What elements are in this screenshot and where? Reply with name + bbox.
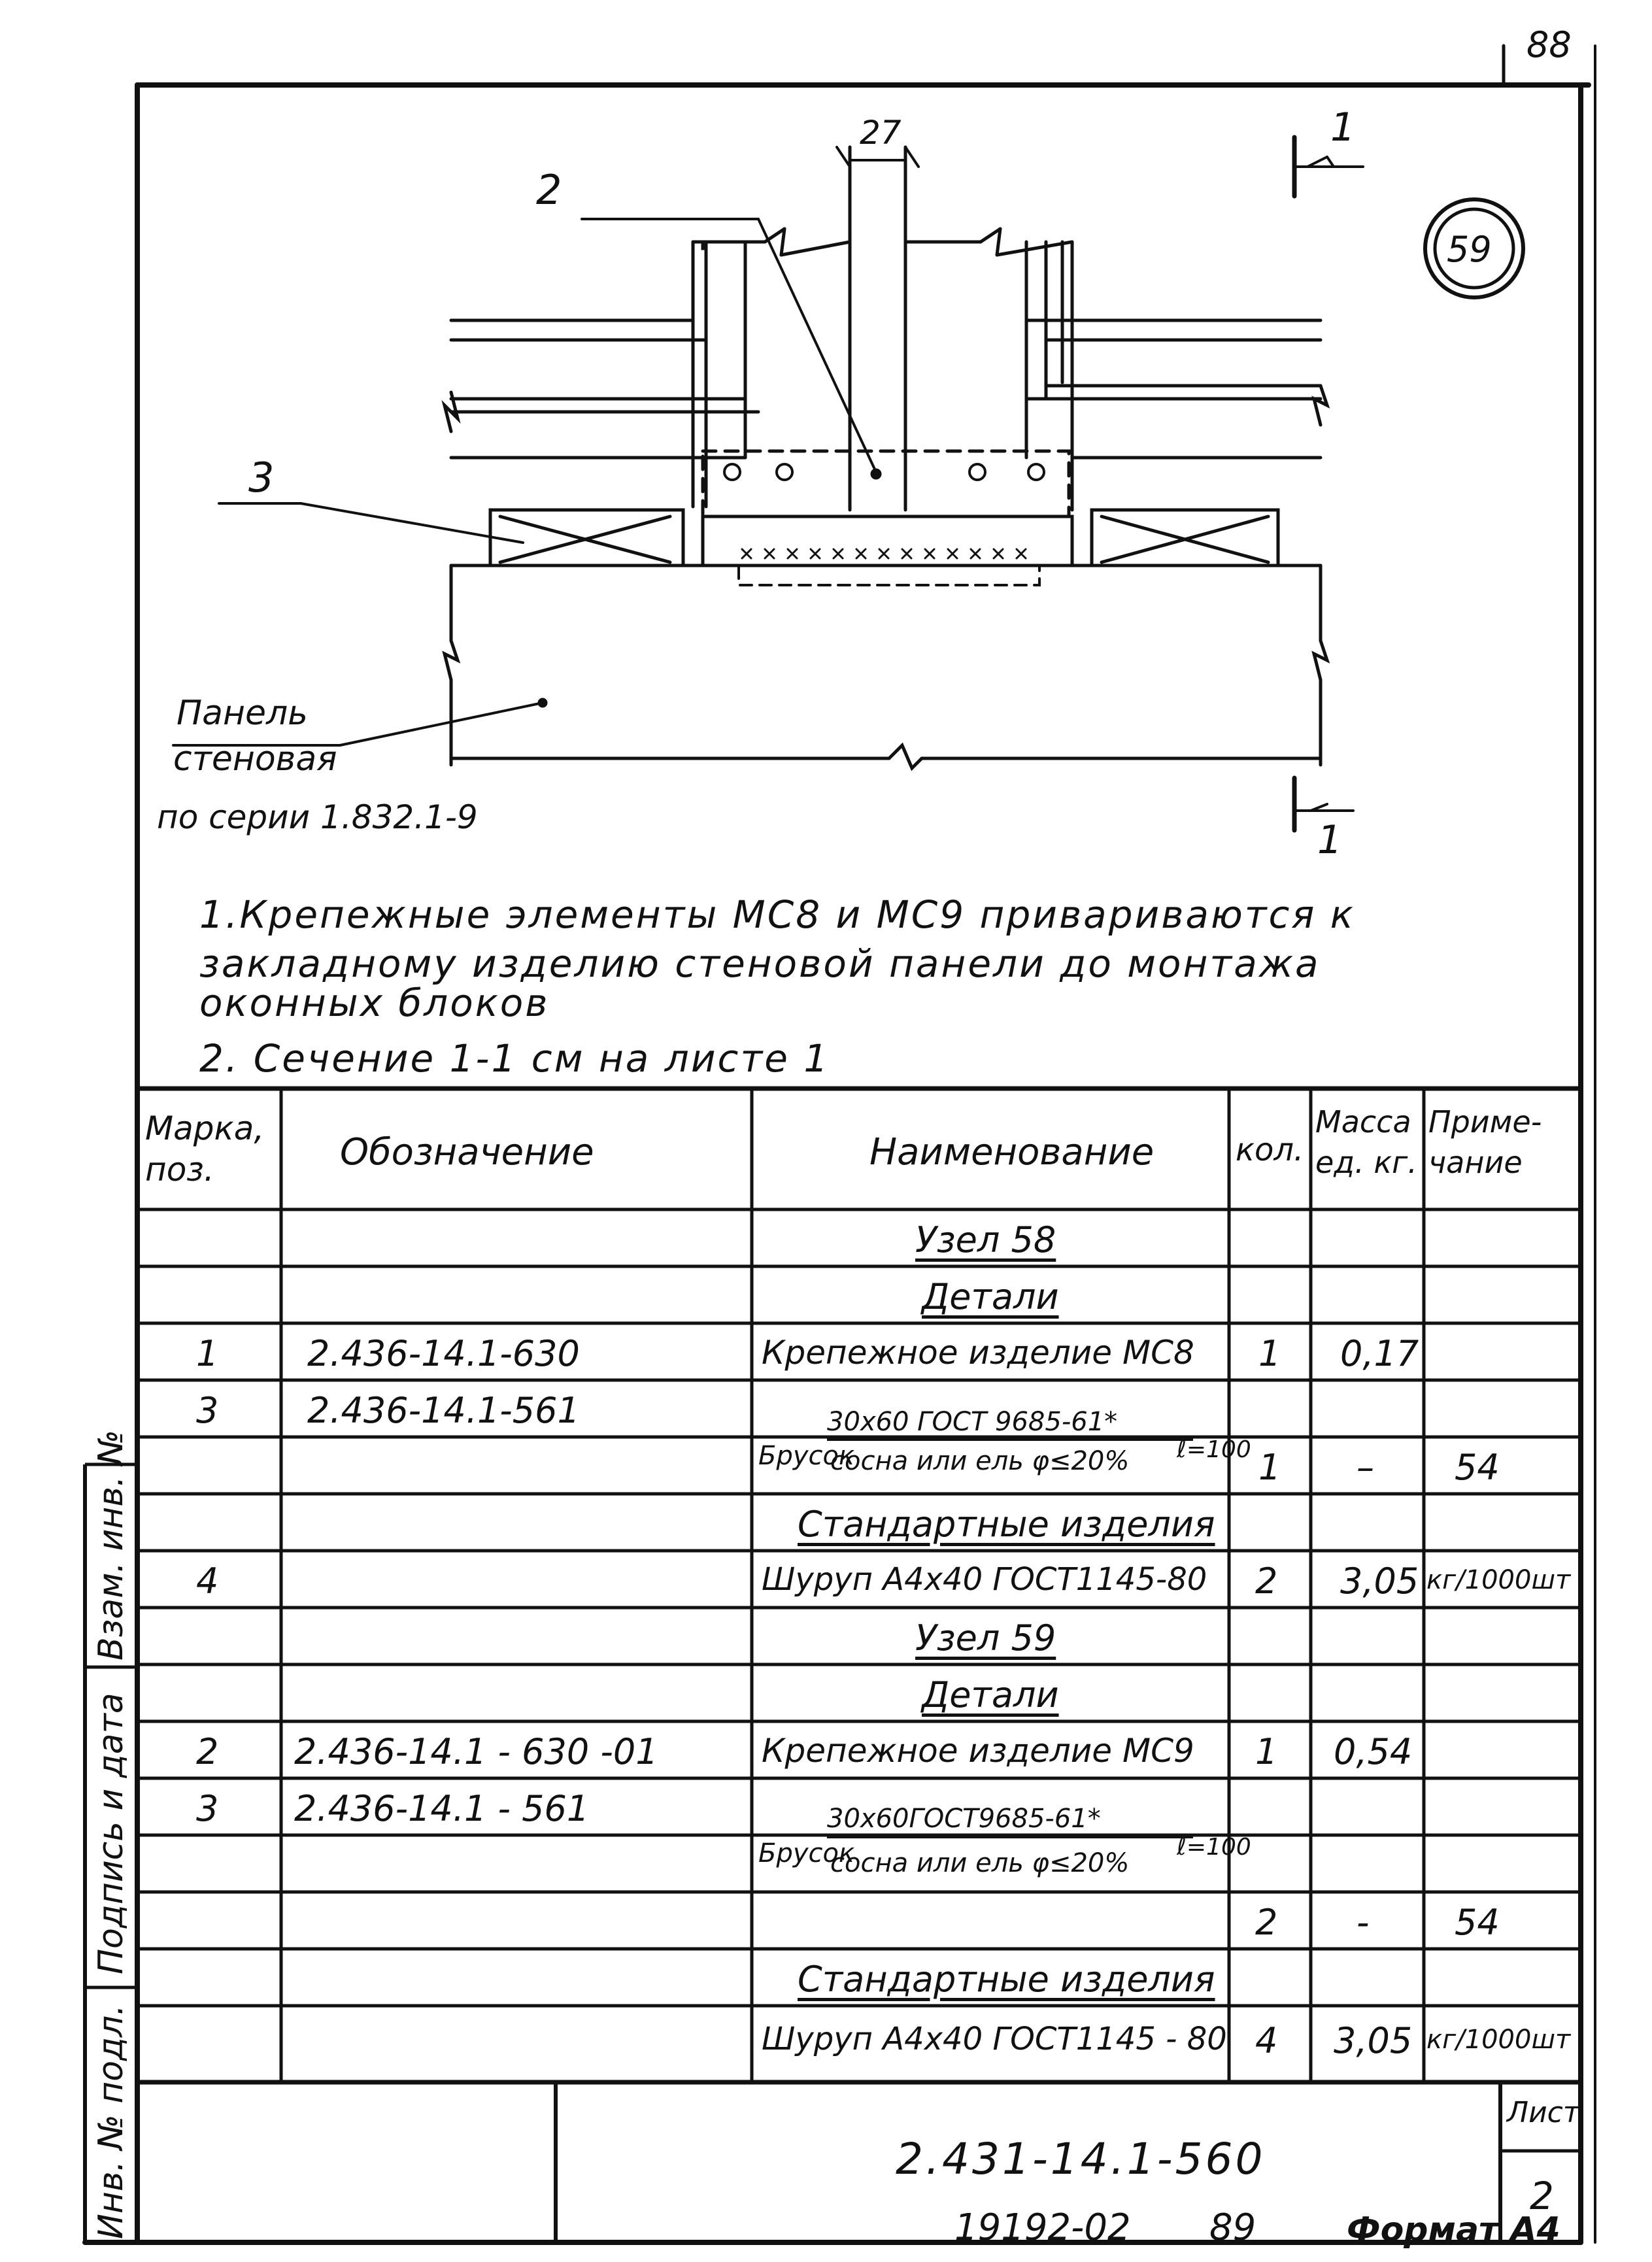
brusok-fraction-bar — [827, 1836, 1193, 1838]
page-corner-number: 88 — [1526, 24, 1572, 65]
row-note: кг/1000шт — [1426, 2025, 1571, 2055]
row-mark: 3 — [196, 1788, 219, 1829]
header-designation: Обозначение — [340, 1131, 594, 1173]
section-mark-bottom: 1 — [1317, 817, 1343, 863]
side-stamp-vzam: Взам. инв. № — [92, 1429, 131, 1661]
section-title-node-58: Узел 58 — [915, 1219, 1056, 1260]
header-qty: кол. — [1236, 1132, 1304, 1168]
row-qty: 1 — [1258, 1333, 1281, 1374]
brusok-word: Брусок — [758, 1441, 855, 1471]
row-mass: 0,54 — [1334, 1731, 1413, 1772]
brusok-denominator: сосна или ель φ≤20% — [830, 1848, 1130, 1878]
note-line-2: закладному изделию стеновой панели до монтажа — [199, 941, 1321, 986]
sheet-number: 2 — [1530, 2174, 1554, 2218]
section-title-node-59: Узел 59 — [915, 1617, 1056, 1659]
row-name: Шуруп А4х40 ГОСТ1145-80 — [762, 1561, 1207, 1598]
sheet-label: Лист — [1507, 2096, 1580, 2129]
footer-number: 19192-02 — [954, 2206, 1131, 2249]
brusok-denominator: сосна или ель φ≤20% — [830, 1446, 1130, 1476]
row-mass: - — [1357, 1902, 1370, 1943]
header-mark: Марка, поз. — [145, 1109, 265, 1189]
row-mass: 3,05 — [1334, 2020, 1413, 2061]
row-name: Крепежное изделие МС8 — [762, 1334, 1194, 1372]
section-title-details-2: Детали — [922, 1674, 1059, 1715]
section-title-standard-1: Стандартные изделия — [798, 1504, 1215, 1545]
row-note: 54 — [1455, 1447, 1500, 1488]
brusok-length: ℓ=100 — [1177, 1436, 1251, 1463]
section-mark-top: 1 — [1330, 105, 1356, 150]
dimension-27: 27 — [860, 114, 902, 152]
brusok-numerator: 30х60 ГОСТ 9685-61* — [827, 1407, 1118, 1437]
row-mass: 3,05 — [1340, 1561, 1419, 1602]
document-code: 2.431-14.1-560 — [896, 2134, 1266, 2184]
row-mass: 0,17 — [1340, 1333, 1419, 1374]
row-name: Шуруп А4х40 ГОСТ1145 - 80 — [762, 2021, 1227, 2057]
row-note: 54 — [1455, 1902, 1500, 1943]
brusok-word: Брусок — [758, 1838, 855, 1868]
note-line-3: оконных блоков — [199, 981, 550, 1025]
row-mark: 4 — [196, 1561, 219, 1602]
footer-format: Формат А4 — [1347, 2210, 1560, 2250]
header-note: Приме- чание — [1428, 1104, 1542, 1181]
brusok-fraction-bar — [827, 1438, 1193, 1441]
brusok-numerator: 30х60ГОСТ9685-61* — [827, 1804, 1101, 1834]
row-designation: 2.436-14.1-630 — [307, 1333, 580, 1374]
header-mass: Масса ед. кг. — [1315, 1104, 1417, 1181]
leader-label-2: 2 — [536, 166, 562, 214]
row-qty: 2 — [1255, 1561, 1278, 1602]
row-mark: 1 — [196, 1333, 219, 1374]
row-qty: 1 — [1258, 1447, 1281, 1488]
note-line-4: 2. Сечение 1-1 см на листе 1 — [199, 1036, 830, 1081]
row-name: Крепежное изделие МС9 — [762, 1732, 1194, 1770]
brusok-length: ℓ=100 — [1177, 1834, 1251, 1861]
side-stamp-podpis: Подпись и дата — [92, 1693, 131, 1974]
row-designation: 2.436-14.1 - 561 — [294, 1788, 590, 1829]
row-qty: 4 — [1255, 2020, 1278, 2061]
panel-label-line2: стеновая — [173, 739, 337, 779]
header-name: Наименование — [869, 1131, 1155, 1173]
row-qty: 1 — [1255, 1731, 1278, 1772]
row-qty: 2 — [1255, 1902, 1278, 1943]
row-mark: 2 — [196, 1731, 219, 1772]
section-title-standard-2: Стандартные изделия — [798, 1959, 1215, 2000]
panel-label-line1: Панель — [177, 694, 308, 733]
row-designation: 2.436-14.1-561 — [307, 1390, 580, 1431]
panel-series: по серии 1.832.1-9 — [157, 798, 478, 836]
leader-label-3: 3 — [248, 454, 275, 501]
section-title-details-1: Детали — [922, 1276, 1059, 1317]
row-mark: 3 — [196, 1390, 219, 1431]
footer-page: 89 — [1209, 2206, 1256, 2249]
note-line-1: 1.Крепежные элементы МС8 и МС9 привариваются к — [199, 892, 1355, 937]
side-stamp-inv-podl: Инв. № подл. — [92, 2004, 131, 2239]
row-designation: 2.436-14.1 - 630 -01 — [294, 1731, 658, 1772]
row-mass: – — [1357, 1447, 1374, 1488]
node-number: 59 — [1447, 229, 1492, 270]
row-note: кг/1000шт — [1426, 1565, 1571, 1595]
